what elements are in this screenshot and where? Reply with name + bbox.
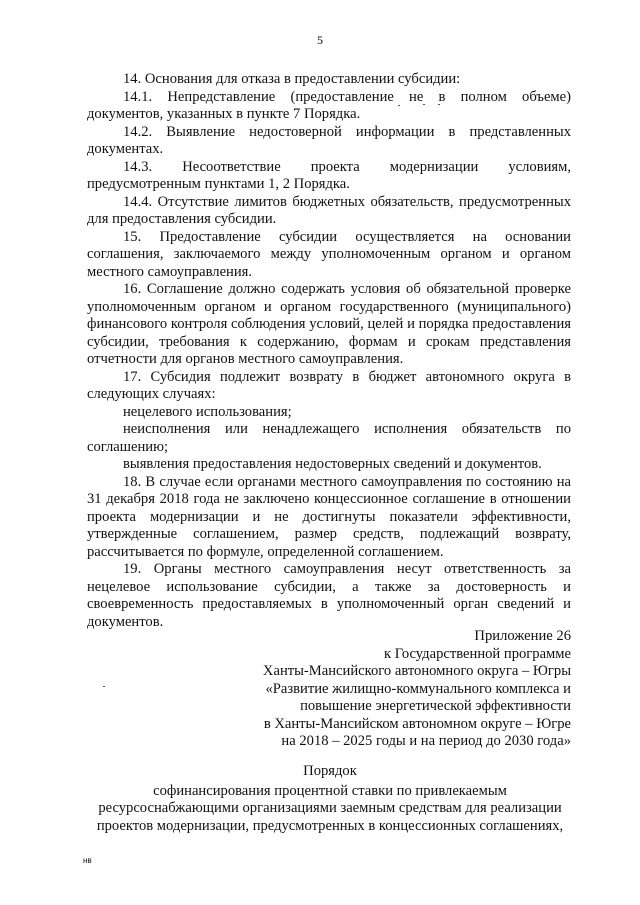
case-item-false-info: выявления предоставления недостоверных сведений и документов. xyxy=(123,456,542,472)
appendix-line: к Государственной программе xyxy=(383,645,571,662)
appendix-line: Ханты-Мансийского автономного округа – Югры xyxy=(262,663,571,679)
scan-speck xyxy=(423,104,425,105)
paragraph-16: 16. Соглашение должно содержать условия об обязательной проверке уполномоченным органом и органом государственного (муниципального) финансового контроля соблюдения условий, целей и порядка предоставления субсидии, требования к содержанию, формам и срокам представления отчетности для органов местного самоуправления. xyxy=(87,281,571,367)
paragraph-14-2: 14.2. Выявление недостоверной информации в представленных документах. xyxy=(87,123,571,157)
page-number: 5 xyxy=(317,33,323,47)
paragraph-19: 19. Органы местного самоуправления несут ответственность за нецелевое использование субсидии, а также за достоверность и своевременность предоставляемых в уполномоченный орган сведений и документов. xyxy=(87,561,571,630)
footer-initials: нв xyxy=(83,856,92,865)
paragraph-15: 15. Предоставление субсидии осуществляется на основании соглашения, заключаемого между уполномоченным органом и органом местного самоуправления. xyxy=(87,228,571,280)
order-subtitle-line: софинансирования процентной ставки по привлекаемым xyxy=(153,782,507,799)
order-title-block xyxy=(80,763,580,835)
paragraph-18: 18. В случае если органами местного самоуправления по состоянию на 31 декабря 2018 года не заключено концессионное соглашение в отношении проекта модернизации и не достигнуты показатели эффективности, утвержденные соглашением, размер средств, подлежащий возврату, рассчитывается по формуле, определенной соглашением. xyxy=(87,473,571,560)
scan-speck xyxy=(398,105,400,106)
appendix-line: «Развитие жилищно-коммунального комплекса и xyxy=(265,680,571,697)
order-title: Порядок xyxy=(303,763,357,779)
paragraph-14-4: 14.4. Отсутствие лимитов бюджетных обязательств, предусмотренных для предоставления субсидии. xyxy=(87,193,571,227)
appendix-line: на 2018 – 2025 годы и на период до 2030 года» xyxy=(281,733,571,749)
order-subtitle-line: ресурсоснабжающими организациями заемным средствам для реализации xyxy=(98,800,562,816)
paragraph-14-1: 14.1. Непредставление (предоставление не в полном объеме) документов, указанных в пункте 7 Порядка. xyxy=(87,88,571,122)
scan-speck xyxy=(438,104,440,105)
case-item-nonperformance: неисполнения или ненадлежащего исполнения обязательств по соглашению; xyxy=(87,421,571,455)
order-subtitle-line: проектов модернизации, предусмотренных в концессионных соглашениях, xyxy=(96,817,564,834)
document-body xyxy=(87,71,571,631)
case-item-misuse: нецелевого использования; xyxy=(123,403,292,420)
appendix-line: повышение энергетической эффективности xyxy=(300,698,571,714)
scan-speck xyxy=(103,686,105,687)
appendix-line: в Ханты-Мансийском автономном округе – Югре xyxy=(263,715,571,732)
appendix-line: Приложение 26 xyxy=(474,628,571,644)
paragraph-14-3: 14.3. Несоответствие проекта модернизации условиям, предусмотренным пунктами 1, 2 Порядка. xyxy=(87,158,571,192)
paragraph-14: 14. Основания для отказа в предоставлении субсидии: xyxy=(123,71,461,87)
paragraph-17: 17. Субсидия подлежит возврату в бюджет автономного округа в следующих случаях: xyxy=(87,368,571,402)
appendix-heading xyxy=(211,628,571,751)
